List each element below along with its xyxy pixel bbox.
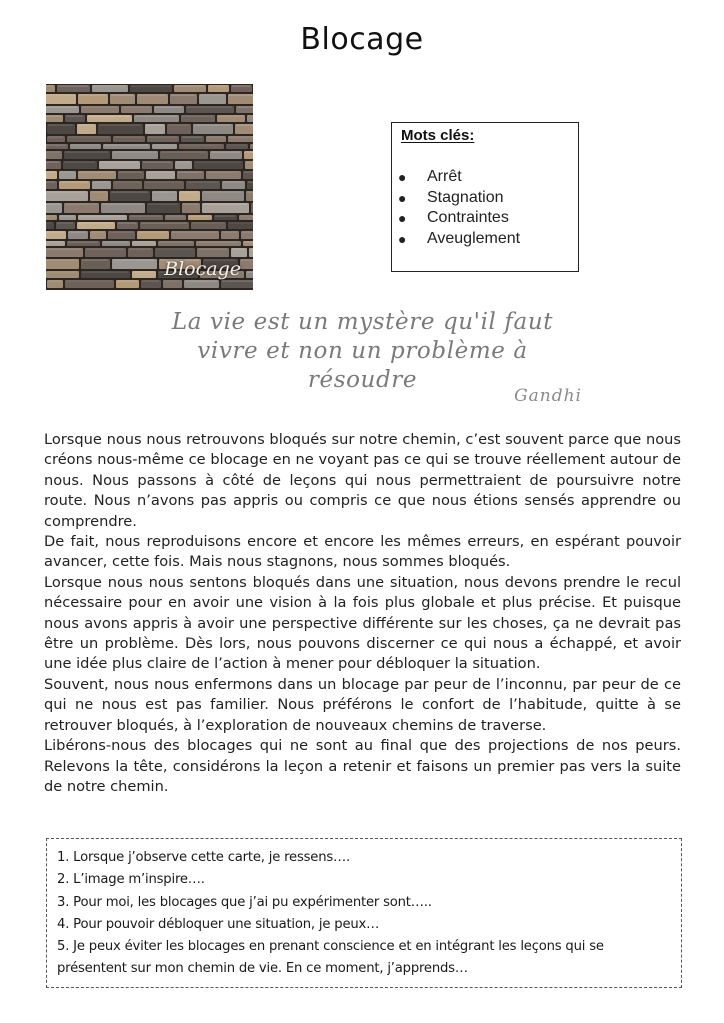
questions-box	[46, 838, 682, 988]
stone-highlight	[176, 162, 190, 163]
stone-highlight	[166, 216, 184, 217]
stone-highlight	[82, 107, 117, 108]
stone-highlight	[65, 204, 97, 205]
stone-highlight	[209, 86, 227, 87]
paragraph: Souvent, nous nous enfermons dans un blocage par peur de l’inconnu, par peur de ce qui ne nous est pas familier. Nous préférons le confort de l’habitude, quitte à se retrouver bloqués, à l’exploration de nouveaux chemins de traverse.	[44, 675, 681, 734]
stone-highlight	[232, 86, 250, 87]
stone-highlight	[240, 216, 253, 217]
stone-highlight	[153, 192, 175, 193]
stone-highlight	[119, 172, 142, 173]
stone-highlight	[171, 95, 195, 96]
quote	[140, 308, 585, 395]
quote-author: Gandhi	[514, 386, 582, 406]
stone-highlight	[93, 182, 109, 183]
stone-highlight	[135, 116, 177, 117]
keywords-box	[391, 122, 579, 272]
stone-highlight	[248, 182, 253, 183]
stone-highlight	[46, 86, 53, 87]
stone-highlight	[46, 223, 52, 224]
stone-highlight	[218, 116, 243, 117]
paragraph: Lorsque nous nous retrouvons bloqués sur notre chemin, c’est souvent parce que nous créons nous-même ce blocage en ne voyant pas ce qui se trouve réellement autour de nous. Nous passons à côté de leçons qui nous permettraient de poursuivre notre route. Nous n’avons pas appris ou compris ce que nous étions sensés apprendre ou comprendre.	[44, 431, 681, 530]
stone-highlight	[147, 172, 173, 173]
stone-highlight	[236, 125, 253, 126]
stone-highlight	[46, 107, 77, 108]
stone-highlight	[68, 137, 109, 138]
stone-highlight	[155, 107, 182, 108]
stone-highlight	[58, 86, 88, 87]
stone-highlight	[91, 232, 104, 233]
stone-highlight	[247, 272, 253, 273]
stone-highlight	[207, 172, 239, 173]
stone-highlight	[142, 281, 159, 282]
stone-highlight	[133, 242, 154, 243]
stone-highlight	[197, 242, 239, 243]
stone-highlight	[145, 182, 182, 183]
stone-highlight	[192, 223, 224, 224]
stone-highlight	[211, 152, 240, 153]
stone-highlight	[60, 182, 88, 183]
keywords-title: Mots clés:	[401, 127, 475, 144]
stone-highlight	[111, 192, 148, 193]
stone-highlight	[113, 260, 155, 261]
stone-highlight	[79, 216, 125, 217]
stone-highlight	[159, 242, 192, 243]
stone-highlight	[91, 192, 106, 193]
question-line: 2. L’image m’inspire….	[57, 872, 205, 888]
stone-highlight	[251, 145, 253, 146]
stone-highlight	[227, 145, 246, 146]
stone-highlight	[46, 192, 86, 193]
stone-highlight	[161, 152, 206, 153]
stone-highlight	[122, 107, 150, 108]
keywords-list	[398, 167, 520, 249]
stone-highlight	[252, 204, 253, 205]
stone-highlight	[103, 242, 128, 243]
stone-highlight	[100, 162, 138, 163]
stone-highlight	[48, 137, 63, 138]
stone-highlight	[245, 152, 253, 153]
stone-highlight	[185, 281, 217, 282]
stone-highlight	[114, 182, 140, 183]
stone-highlight	[198, 249, 227, 250]
stone-highlight	[143, 162, 171, 163]
stone-highlight	[244, 242, 253, 243]
stone-highlight	[46, 182, 55, 183]
stone-highlight	[178, 172, 202, 173]
stone-highlight	[79, 172, 114, 173]
stone-highlight	[156, 249, 193, 250]
keyword-label: Arrêt	[427, 168, 462, 185]
stone-highlight	[46, 116, 61, 117]
image-caption: Blocage	[164, 258, 241, 280]
stone-highlight	[46, 172, 55, 173]
bullet-icon: ●	[398, 210, 407, 226]
stone-highlight	[46, 249, 81, 250]
stone-highlight	[88, 116, 130, 117]
question-line: 4. Pour pouvoir débloquer une situation, je peux…	[57, 916, 380, 932]
keyword-label: Contraintes	[427, 209, 509, 226]
stone-highlight	[78, 125, 94, 126]
stone-highlight	[129, 249, 151, 250]
stone-highlight	[130, 216, 161, 217]
stone-highlight	[242, 232, 253, 233]
stone-highlight	[60, 216, 74, 217]
stone-highlight	[109, 232, 133, 233]
stone-highlight	[93, 86, 126, 87]
stone-highlight	[82, 272, 128, 273]
stone-highlight	[82, 260, 108, 261]
stone-highlight	[148, 137, 177, 138]
stone-wall-image	[46, 84, 253, 290]
stone-highlight	[46, 260, 77, 261]
stone-highlight	[48, 125, 73, 126]
stone-highlight	[46, 152, 60, 153]
stone-highlight	[104, 145, 148, 146]
stone-highlight	[71, 145, 99, 146]
keyword-item	[398, 208, 520, 229]
stone-highlight	[172, 232, 217, 233]
stone-highlight	[203, 204, 247, 205]
stone-highlight	[207, 137, 224, 138]
stone-highlight	[86, 249, 124, 250]
stone-highlight	[229, 137, 253, 138]
stone-highlight	[248, 116, 253, 117]
stone-highlight	[148, 204, 178, 205]
stone-highlight	[131, 86, 170, 87]
quote-line: vivre et non un problème à résoudre	[197, 338, 528, 393]
body-text	[44, 430, 681, 797]
stone-highlight	[164, 281, 180, 282]
stone-highlight	[153, 145, 175, 146]
stone-highlight	[229, 95, 253, 96]
stone-highlight	[79, 95, 106, 96]
keyword-item	[398, 229, 520, 250]
stone-highlight	[69, 232, 86, 233]
stone-highlight	[222, 232, 237, 233]
question-line: 5. Je peux éviter les blocages en prenant conscience et en intégrant les leçons qui se	[57, 939, 604, 955]
stone-highlight	[46, 204, 60, 205]
stone-highlight	[241, 260, 253, 261]
stone-highlight	[66, 116, 83, 117]
stone-highlight	[133, 272, 154, 273]
stone-highlight	[138, 95, 166, 96]
stone-highlight	[65, 152, 108, 153]
bullet-icon: ●	[398, 230, 407, 247]
stone-highlight	[175, 86, 204, 87]
stone-highlight	[146, 125, 163, 126]
keyword-item	[398, 188, 520, 209]
stone-highlight	[111, 95, 133, 96]
stone-highlight	[200, 95, 224, 96]
quote-line: La vie est un mystère qu'il faut	[171, 309, 554, 335]
stone-highlight	[180, 192, 198, 193]
stone-highlight	[246, 162, 253, 163]
stone-highlight	[244, 172, 253, 173]
bullet-icon: ●	[398, 169, 407, 185]
keyword-item	[398, 167, 520, 188]
stone-highlight	[203, 192, 242, 193]
stone-highlight	[113, 152, 156, 153]
stone-highlight	[48, 281, 61, 282]
stone-highlight	[118, 223, 136, 224]
stone-highlight	[168, 125, 189, 126]
page-title: Blocage	[300, 22, 424, 57]
stone-highlight	[64, 162, 95, 163]
paragraph: Libérons-nous des blocages qui ne sont au final que des projections de nos peurs. Relevons la tête, considérons la leçon a retenir et faisons un premier pas vers la suite de notre chemin.	[44, 737, 681, 795]
stone-highlight	[46, 216, 55, 217]
stone-highlight	[187, 182, 218, 183]
stone-highlight	[229, 223, 252, 224]
stone-highlight	[194, 125, 231, 126]
question-line: 3. Pour moi, les blocages que j’ai pu expérimenter sont…..	[57, 894, 432, 910]
stone-highlight	[117, 281, 137, 282]
stone-highlight	[222, 281, 253, 282]
stone-highlight	[114, 137, 143, 138]
stone-highlight	[195, 162, 241, 163]
stone-highlight	[215, 216, 235, 217]
stone-highlight	[247, 192, 253, 193]
keyword-label: Stagnation	[427, 188, 504, 206]
stone-highlight	[78, 223, 113, 224]
stone-highlight	[46, 232, 64, 233]
stone-highlight	[68, 242, 98, 243]
stone-highlight	[237, 107, 253, 108]
question-line: présentent sur mon chemin de vie. En ce moment, j’apprends…	[57, 961, 468, 977]
question-line: 1. Lorsque j’observe cette carte, je ressens….	[57, 850, 351, 865]
stone-highlight	[189, 216, 210, 217]
stone-highlight	[250, 249, 253, 250]
stone-highlight	[60, 172, 74, 173]
stone-highlight	[138, 232, 167, 233]
stone-highlight	[141, 223, 187, 224]
stone-highlight	[46, 162, 59, 163]
stone-highlight	[47, 272, 77, 273]
stone-highlight	[182, 137, 202, 138]
stone-highlight	[46, 95, 74, 96]
stone-highlight	[187, 107, 232, 108]
stone-highlight	[57, 223, 73, 224]
stone-highlight	[102, 204, 143, 205]
keyword-label: Aveuglement	[427, 229, 521, 247]
paragraph: De fait, nous reproduisons encore et encore les mêmes erreurs, en espérant pouvoir avancer, cette fois. Mais nous stagnons, nous sommes bloqués.	[44, 533, 681, 571]
stone-highlight	[66, 281, 112, 282]
stone-highlight	[223, 182, 243, 183]
stone-highlight	[46, 145, 66, 146]
stone-highlight	[180, 145, 222, 146]
stone-highlight	[183, 204, 198, 205]
stone-highlight	[232, 249, 245, 250]
stone-highlight	[182, 116, 213, 117]
stone-highlight	[46, 242, 63, 243]
stone-highlight	[99, 125, 141, 126]
bullet-icon: ●	[398, 189, 407, 206]
paragraph: Lorsque nous nous sentons bloqués dans une situation, nous devons prendre le recul nécessaire pour en avoir une vision à la fois plus globale et plus précise. Et puisque nous avons appris à avoir une perspective différente sur les choses, ça ne devrait pas être un problème. Dès lors, nous pouvons discerner ce qui nous a échappé, et avoir une idée plus claire de l’action à mener pour débloquer la situation.	[44, 573, 681, 673]
